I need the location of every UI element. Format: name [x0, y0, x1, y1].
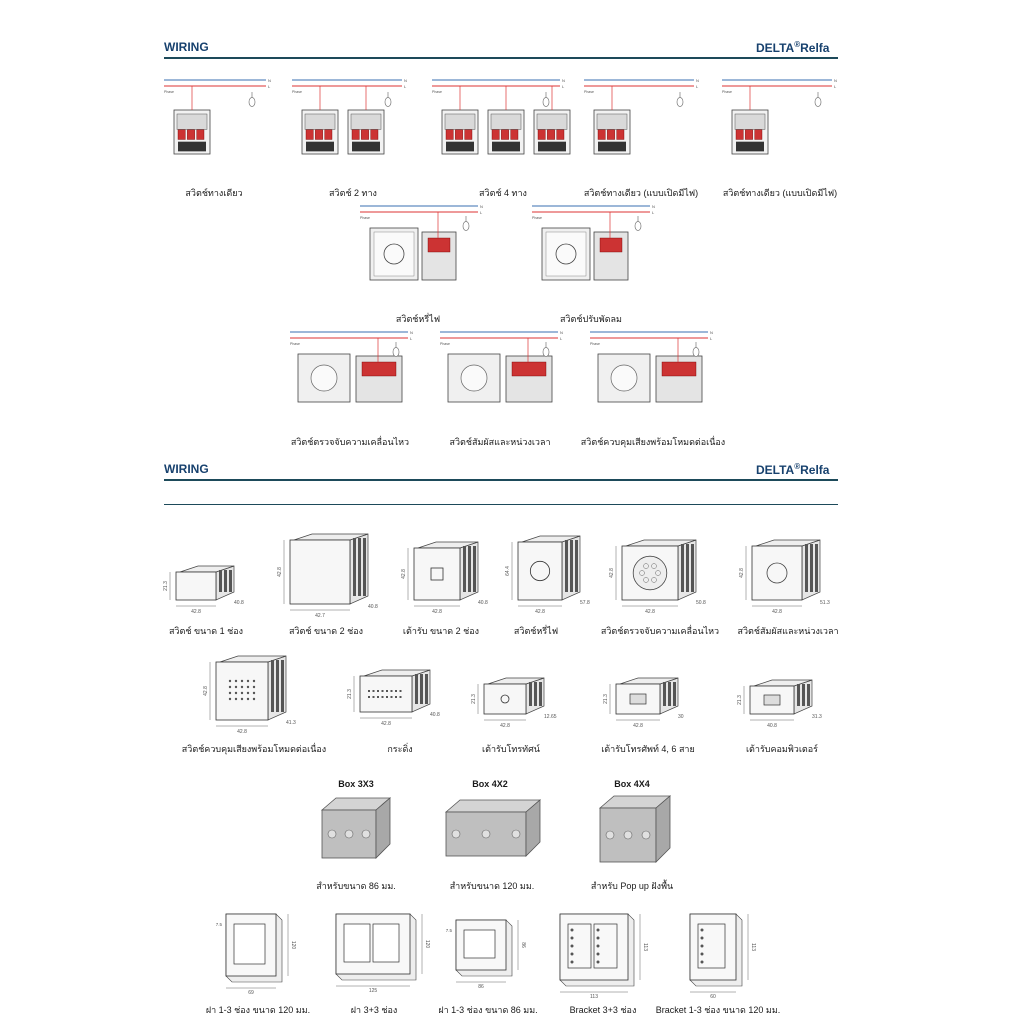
product-bell-hole: [395, 696, 397, 698]
plate-slot: [234, 924, 265, 964]
product-speaker-hole: [247, 698, 249, 700]
product-3: [401, 542, 488, 615]
product-speaker-hole: [229, 692, 231, 694]
wiring-caption-4: สวิตช์ทางเดียว (แบบเปิดมีไฟ): [583, 188, 699, 198]
product-caption-8: กระดิ่ง: [387, 744, 413, 754]
product-bell-hole: [400, 696, 402, 698]
product-fin: [463, 546, 466, 592]
plate-slot: [344, 924, 370, 962]
electrical-box-3: [600, 796, 670, 862]
bracket-hole: [571, 929, 574, 932]
plate-width-label: 60: [710, 994, 716, 1000]
neutral-label: N: [710, 330, 713, 335]
plate-spacing-label: 7.5: [215, 922, 222, 927]
live-label: L: [268, 84, 271, 89]
bracket-hole: [597, 937, 600, 940]
product-caption-1: สวิตช์ ขนาด 1 ช่อง: [168, 626, 244, 636]
product-speaker-hole: [247, 686, 249, 688]
wiring-caption-3: สวิตช์ 4 ทาง: [479, 188, 527, 198]
dim-label-depth: 50.8: [696, 600, 706, 606]
plate-height-label: 120: [290, 940, 296, 950]
product-7: [203, 656, 296, 735]
dim-label-width: 42.8: [432, 609, 442, 615]
dim-label-depth: 41.3: [286, 720, 296, 726]
phase-label: Phase: [532, 216, 542, 220]
phase-label: Phase: [360, 216, 370, 220]
product-9: [471, 678, 557, 729]
product-fin: [529, 682, 532, 706]
product-fin: [224, 570, 227, 592]
product-speaker-hole: [229, 680, 231, 682]
electrical-box-1: [322, 798, 390, 858]
dim-label-depth: 51.3: [820, 600, 830, 606]
product-fin: [363, 538, 366, 596]
product-face: [752, 546, 802, 600]
cover-plate-1: [216, 914, 296, 996]
product-fin: [668, 682, 671, 706]
product-fin: [807, 684, 810, 706]
product-bell-hole: [395, 690, 397, 692]
box-knockout: [452, 830, 460, 838]
product-lens: [633, 556, 667, 590]
section1-brand: DELTA®Relfa: [756, 40, 830, 55]
section2-title: WIRING: [164, 462, 209, 476]
product-10: [603, 678, 684, 729]
cover-plate-3: [446, 920, 526, 990]
dim-label-height: 42.8: [739, 568, 745, 578]
live-label: L: [834, 84, 837, 89]
box-knockout: [606, 831, 614, 839]
product-fin: [539, 682, 542, 706]
product-fin: [425, 674, 428, 704]
dim-label-width: 42.8: [633, 723, 643, 729]
live-label: L: [410, 336, 413, 341]
box-title-3: Box 4X4: [614, 779, 650, 789]
product-11: [737, 680, 822, 729]
dim-label-width: 42.8: [535, 609, 545, 615]
product-4: [505, 536, 590, 615]
product-face: [290, 540, 350, 604]
bracket-hole: [571, 961, 574, 964]
box-knockout: [328, 830, 336, 838]
live-label: L: [480, 210, 483, 215]
bracket-hole: [701, 929, 704, 932]
product-fin: [276, 660, 279, 712]
plate-slot: [464, 930, 495, 958]
live-label: L: [696, 84, 699, 89]
product-speaker-hole: [241, 686, 243, 688]
product-caption-6: สวิตช์สัมผัสและหน่วงเวลา: [737, 626, 839, 636]
product-caption-2: สวิตช์ ขนาด 2 ช่อง: [288, 626, 364, 636]
plate-slot: [373, 924, 399, 962]
product-fin: [815, 544, 818, 592]
product-port: [630, 694, 646, 704]
phase-label: Phase: [432, 90, 442, 94]
plate-height-label: 113: [642, 943, 648, 951]
product-speaker-hole: [253, 698, 255, 700]
electrical-box-2: [446, 800, 540, 856]
plate-width-label: 113: [590, 994, 598, 1000]
product-bell-hole: [373, 690, 375, 692]
dim-label-width: 42.7: [315, 613, 325, 619]
product-speaker-hole: [241, 680, 243, 682]
box-title-1: Box 3X3: [338, 779, 374, 789]
box-caption-1: สำหรับขนาด 86 มม.: [316, 881, 396, 891]
product-speaker-hole: [253, 680, 255, 682]
plate-caption-2: ฝา 3+3 ช่อง: [350, 1005, 398, 1015]
section1-title: WIRING: [164, 40, 209, 54]
product-fin: [229, 570, 232, 592]
product-fin: [534, 682, 537, 706]
plate-height-label: 86: [520, 942, 526, 948]
wiring-caption-touch: สวิตช์สัมผัสและหน่วงเวลา: [449, 437, 551, 447]
wiring-caption-5: สวิตช์ทางเดียว (แบบเปิดมีไฟ): [722, 188, 838, 198]
box-knockout: [642, 831, 650, 839]
live-label: L: [404, 84, 407, 89]
wiring-caption-sound: สวิตช์ควบคุมเสียงพร้อมโหมดต่อเนื่อง: [580, 437, 726, 447]
dim-label-height: 42.8: [609, 568, 615, 578]
plate-width-label: 125: [368, 988, 378, 994]
live-label: L: [560, 336, 563, 341]
dim-label-height: 21.3: [471, 694, 477, 704]
plate-height-label: 113: [750, 943, 756, 951]
product-speaker-hole: [235, 686, 237, 688]
product-bell-hole: [386, 690, 388, 692]
dim-label-depth: 40.8: [368, 604, 378, 610]
neutral-label: N: [562, 78, 565, 83]
bracket-hole: [701, 945, 704, 948]
product-speaker-hole: [235, 680, 237, 682]
dim-label-width: 42.8: [191, 609, 201, 615]
bracket-hole: [701, 937, 704, 940]
product-bell-hole: [382, 690, 384, 692]
dim-label-width: 42.8: [381, 721, 391, 727]
product-face: [414, 548, 460, 600]
cover-plate-5: [690, 914, 756, 1000]
product-5: [609, 540, 706, 615]
product-speaker-hole: [235, 692, 237, 694]
product-fin: [570, 540, 573, 592]
box-knockout: [345, 830, 353, 838]
product-caption-10: เต้ารับโทรศัพท์ 4, 6 สาย: [601, 744, 695, 754]
product-speaker-hole: [253, 686, 255, 688]
product-face: [216, 662, 268, 720]
dim-label-height: 42.8: [203, 686, 209, 696]
box-top: [446, 800, 540, 812]
product-fin: [673, 682, 676, 706]
product-fin: [565, 540, 568, 592]
dim-label-height: 21.3: [163, 581, 169, 591]
product-bell-hole: [400, 690, 402, 692]
plate-height-label: 120: [424, 939, 430, 949]
dim-label-depth: 57.8: [580, 600, 590, 606]
product-bell-hole: [391, 690, 393, 692]
bracket-hole: [571, 945, 574, 948]
neutral-label: N: [480, 204, 483, 209]
box-knockout: [512, 830, 520, 838]
dim-label-depth: 40.8: [430, 712, 440, 718]
product-8: [347, 670, 440, 727]
plate-caption-3: ฝา 1-3 ช่อง ขนาด 86 มม.: [438, 1005, 538, 1015]
plate-caption-1: ฝา 1-3 ช่อง ขนาด 120 มม.: [205, 1005, 311, 1015]
dim-label-width: 42.8: [237, 729, 247, 735]
bracket-hole: [597, 953, 600, 956]
dim-label-height: 21.3: [737, 695, 743, 705]
plate-caption-4: Bracket 3+3 ช่อง: [569, 1005, 637, 1015]
neutral-label: N: [410, 330, 413, 335]
product-port: [764, 695, 780, 705]
product-caption-7: สวิตช์ควบคุมเสียงพร้อมโหมดต่อเนื่อง: [181, 744, 327, 754]
product-bell-hole: [373, 696, 375, 698]
neutral-label: N: [834, 78, 837, 83]
product-6: [739, 540, 830, 615]
plate-width-label: 69: [248, 990, 254, 996]
box-knockout: [624, 831, 632, 839]
phase-label: Phase: [440, 342, 450, 346]
product-fin: [219, 570, 222, 592]
live-label: L: [652, 210, 655, 215]
plate-width-label: 86: [478, 984, 484, 990]
product-fin: [468, 546, 471, 592]
neutral-label: N: [696, 78, 699, 83]
wiring-caption-dimmer: สวิตช์หรี่ไฟ: [395, 314, 441, 324]
product-fin: [810, 544, 813, 592]
product-speaker-hole: [253, 692, 255, 694]
product-fin: [797, 684, 800, 706]
bracket-hole: [597, 945, 600, 948]
product-face: [484, 684, 526, 714]
product-fin: [281, 660, 284, 712]
product-fin: [271, 660, 274, 712]
dim-label-depth: 12.65: [544, 714, 557, 720]
product-speaker-hole: [241, 698, 243, 700]
product-caption-4: สวิตช์หรี่ไฟ: [513, 626, 559, 636]
product-fin: [358, 538, 361, 596]
plate-caption-5: Bracket 1-3 ช่อง ขนาด 120 มม.: [655, 1005, 781, 1015]
bracket-hole: [701, 961, 704, 964]
product-bell-hole: [368, 690, 370, 692]
product-bell-hole: [391, 696, 393, 698]
box-caption-2: สำหรับขนาด 120 มม.: [449, 881, 535, 891]
cover-plate-2: [336, 914, 430, 994]
product-fin: [681, 544, 684, 592]
phase-label: Phase: [590, 342, 600, 346]
dim-label-height: 21.3: [603, 694, 609, 704]
bracket-hole: [597, 929, 600, 932]
product-bell-hole: [382, 696, 384, 698]
product-fin: [473, 546, 476, 592]
product-face: [176, 572, 216, 600]
dim-label-depth: 31.3: [812, 714, 822, 720]
dim-label-height: 42.8: [277, 567, 283, 577]
product-fin: [420, 674, 423, 704]
box-side: [656, 796, 670, 862]
phase-label: Phase: [722, 90, 732, 94]
product-face: [360, 676, 412, 712]
cover-plate-4: [560, 914, 648, 1000]
dim-label-height: 21.3: [347, 689, 353, 699]
bracket-hole: [597, 961, 600, 964]
neutral-label: N: [404, 78, 407, 83]
dim-label-width: 42.8: [500, 723, 510, 729]
phase-label: Phase: [292, 90, 302, 94]
product-speaker-hole: [241, 692, 243, 694]
product-speaker-hole: [229, 698, 231, 700]
wiring-caption-2: สวิตช์ 2 ทาง: [329, 188, 377, 198]
bracket-hole: [701, 953, 704, 956]
phase-label: Phase: [164, 90, 174, 94]
product-fin: [686, 544, 689, 592]
dim-label-width: 42.8: [772, 609, 782, 615]
wiring-caption-motion: สวิตช์ตรวจจับความเคลื่อนไหว: [290, 437, 410, 447]
neutral-label: N: [560, 330, 563, 335]
product-fin: [805, 544, 808, 592]
box-knockout: [362, 830, 370, 838]
neutral-label: N: [268, 78, 271, 83]
plate-spacing-label: 7.5: [445, 928, 452, 933]
box-knockout: [482, 830, 490, 838]
product-speaker-hole: [247, 692, 249, 694]
product-caption-3: เต้ารับ ขนาด 2 ช่อง: [402, 626, 480, 636]
dim-label-depth: 30: [678, 714, 684, 720]
product-1: [163, 566, 244, 615]
product-caption-9: เต้ารับโทรทัศน์: [482, 744, 540, 754]
live-label: L: [562, 84, 565, 89]
live-label: L: [710, 336, 713, 341]
product-face: [518, 542, 562, 600]
product-fin: [663, 682, 666, 706]
phase-label: Phase: [290, 342, 300, 346]
neutral-label: N: [652, 204, 655, 209]
product-bell-hole: [377, 696, 379, 698]
bracket-hole: [571, 953, 574, 956]
product-bell-hole: [377, 690, 379, 692]
product-caption-5: สวิตช์ตรวจจับความเคลื่อนไหว: [600, 626, 720, 636]
section2-brand: DELTA®Relfa: [756, 462, 830, 477]
product-caption-11: เต้ารับคอมพิวเตอร์: [745, 744, 819, 754]
dim-label-height: 42.8: [401, 569, 407, 579]
product-fin: [353, 538, 356, 596]
product-fin: [575, 540, 578, 592]
dim-label-height: 64.4: [505, 566, 511, 576]
wiring-caption-1: สวิตช์ทางเดียว: [185, 188, 243, 198]
product-speaker-hole: [235, 698, 237, 700]
product-bell-hole: [386, 696, 388, 698]
dim-label-width: 40.8: [767, 723, 777, 729]
product-fin: [691, 544, 694, 592]
product-speaker-hole: [247, 680, 249, 682]
box-title-2: Box 4X2: [472, 779, 508, 789]
product-fin: [802, 684, 805, 706]
phase-label: Phase: [584, 90, 594, 94]
product-bell-hole: [368, 696, 370, 698]
box-caption-3: สำหรับ Pop up ฝังพื้น: [590, 881, 674, 891]
bracket-hole: [571, 937, 574, 940]
product-fin: [415, 674, 418, 704]
product-speaker-hole: [229, 686, 231, 688]
product-2: [277, 534, 378, 619]
dim-label-width: 42.8: [645, 609, 655, 615]
dim-label-depth: 40.8: [478, 600, 488, 606]
dim-label-depth: 40.8: [234, 600, 244, 606]
wiring-caption-fan: สวิตช์ปรับพัดลม: [560, 314, 622, 324]
